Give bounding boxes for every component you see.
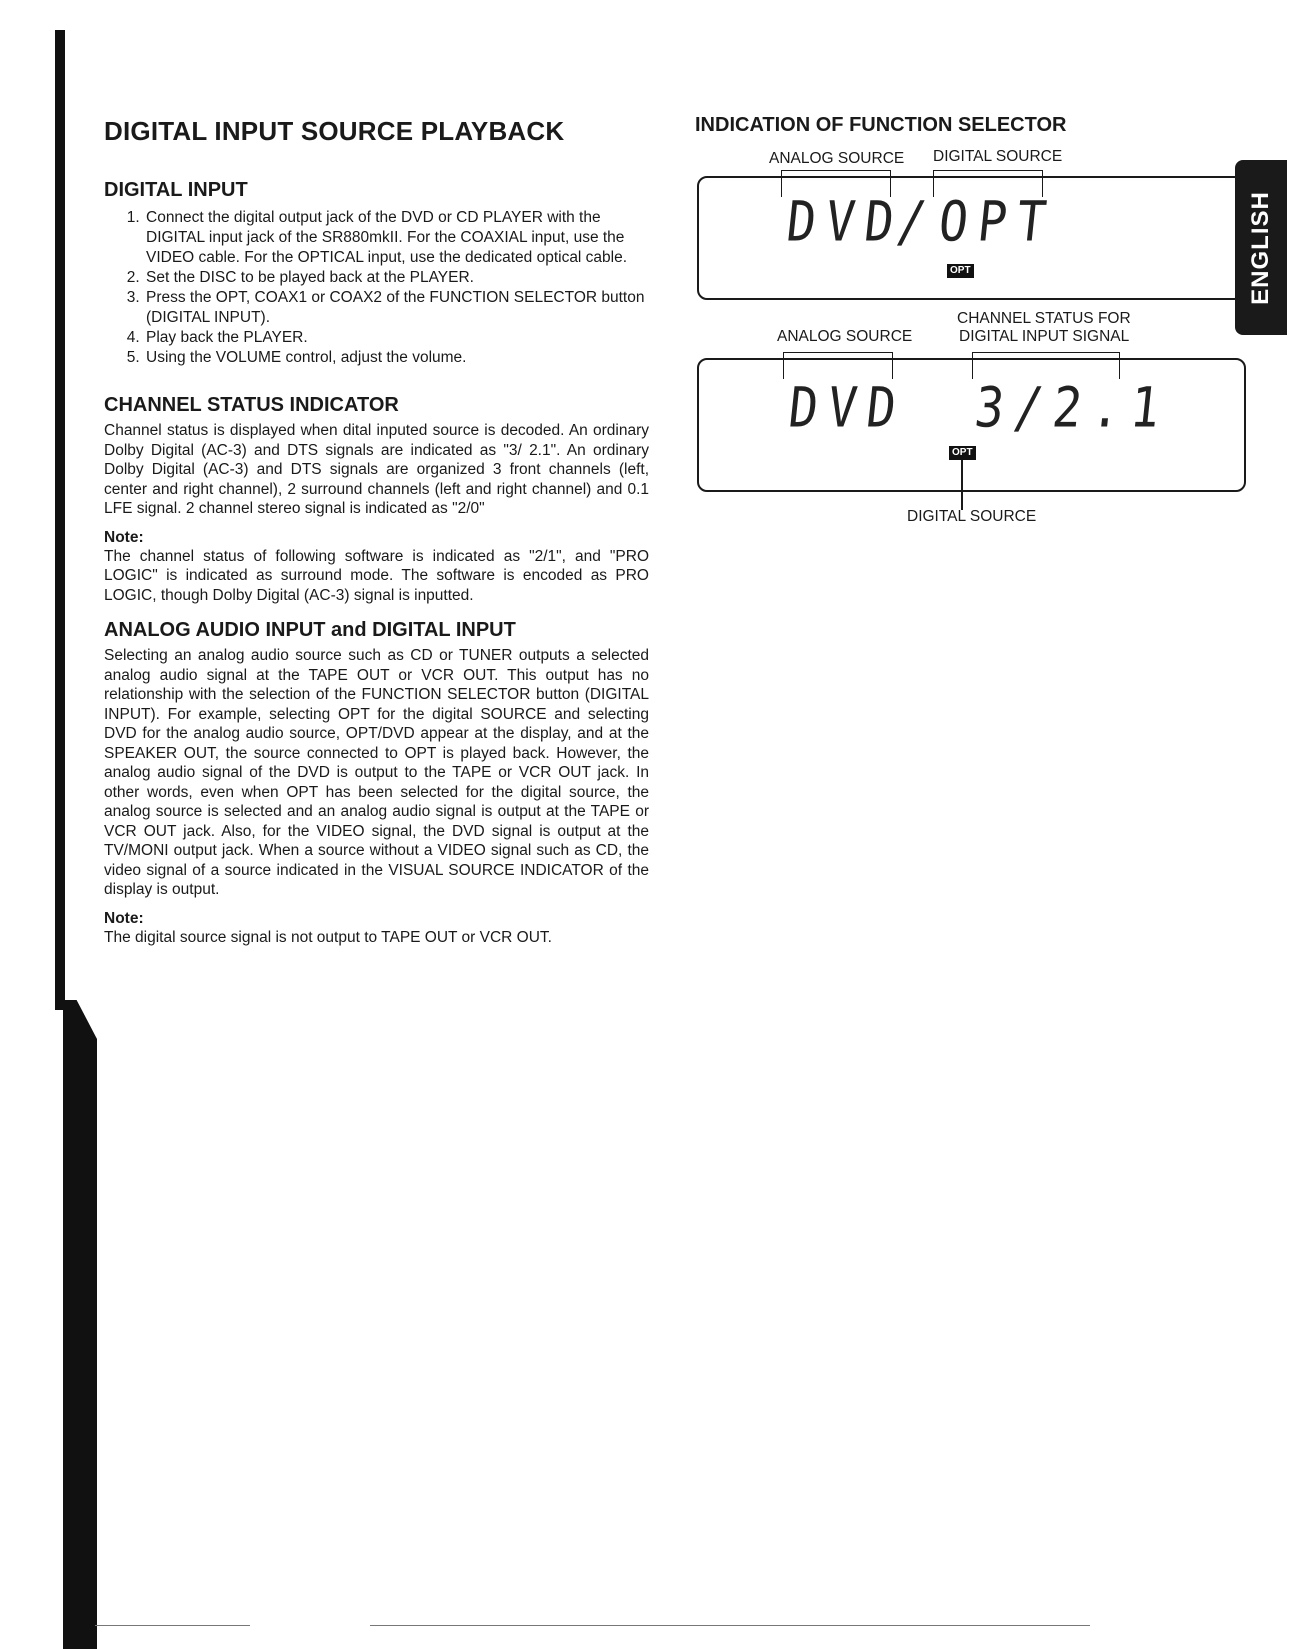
display2-channel-label-1: CHANNEL STATUS FOR	[957, 310, 1131, 327]
display2-opt-indicator: OPT	[949, 446, 976, 460]
channel-status-body: Channel status is displayed when dital inputed source is decoded. An ordinary Dolby Digital (AC-3) and DTS signals are indicated as "3/ 2.1". An ordinary Dolby Digital (AC-3) and DTS signals are organized 3 front channels (left, center and right channel), 2 surround channels (left and right channel) and 0.1 LFE signal. 2 channel stereo signal is indicated as "2/0"	[104, 422, 649, 517]
display2-analog-label: ANALOG SOURCE	[777, 328, 913, 345]
display2-digital-label: DIGITAL SOURCE	[907, 508, 1037, 525]
display1-digital-readout: OPT	[935, 189, 1060, 255]
display2-channel-label-2: DIGITAL INPUT SIGNAL	[959, 328, 1130, 345]
display2-analog-readout: DVD	[785, 375, 910, 441]
step-4: 4. Play back the PLAYER.	[144, 328, 649, 348]
footer-rule-left	[95, 1625, 250, 1626]
analog-digital-heading: ANALOG AUDIO INPUT and DIGITAL INPUT	[104, 619, 516, 641]
channel-status-heading: CHANNEL STATUS INDICATOR	[104, 394, 399, 416]
analog-digital-note-label: Note:	[104, 909, 144, 927]
step-3: 3. Press the OPT, COAX1 or COAX2 of the FUNCTION SELECTOR button (DIGITAL INPUT).	[144, 288, 649, 328]
function-selector-section	[695, 110, 1255, 590]
channel-status-note: The channel status of following software is indicated as "2/1", and "PRO LOGIC" is indicated as surround mode. The software is encoded as PRO LOGIC, though Dolby Digital (AC-3) signal is inputted.	[104, 547, 649, 604]
binding-edge	[55, 30, 65, 1010]
footer-rule-right	[370, 1625, 1090, 1626]
page-title: DIGITAL INPUT SOURCE PLAYBACK	[104, 116, 565, 146]
display1-panel	[697, 176, 1244, 300]
display2-panel	[697, 358, 1246, 492]
analog-digital-note: The digital source signal is not output to TAPE OUT or VCR OUT.	[104, 928, 552, 946]
step-2: 2. Set the DISC to be played back at the PLAYER.	[144, 268, 649, 288]
display1-opt-indicator: OPT	[947, 264, 974, 278]
step-1: 1. Connect the digital output jack of the DVD or CD PLAYER with the DIGITAL input jack of the SR880mkII. For the COAXIAL input, use the VIDEO cable. For the OPTICAL input, use the dedicated optical cable.	[144, 208, 649, 268]
display2-digital-pointer	[961, 460, 963, 510]
function-selector-heading: INDICATION OF FUNCTION SELECTOR	[695, 114, 1067, 136]
display1-separator: /	[893, 189, 940, 255]
binding-edge-lower	[63, 1000, 97, 1649]
channel-status-note-label: Note:	[104, 528, 144, 546]
digital-input-steps	[104, 208, 649, 368]
language-tab-label: ENGLISH	[1247, 190, 1274, 305]
display2-channel-readout: 3/2.1	[971, 375, 1173, 441]
display1-analog-label: ANALOG SOURCE	[769, 150, 905, 167]
left-column	[104, 110, 649, 947]
language-tab	[1235, 160, 1287, 335]
display1-digital-label: DIGITAL SOURCE	[933, 148, 1063, 165]
digital-input-heading: DIGITAL INPUT	[104, 179, 248, 201]
display1-analog-readout: DVD	[783, 189, 908, 255]
analog-digital-body: Selecting an analog audio source such as CD or TUNER outputs a selected analog audio signal at the TAPE OUT or VCR OUT. This output has no relationship with the selection of the FUNCTION SELECTOR button (DIGITAL INPUT). For example, selecting OPT for the digital SOURCE and selecting DVD for the analog audio source, OPT/DVD appear at the display, and at the SPEAKER OUT, the source connected to OPT is played back. However, the analog audio signal of the DVD is output to the TAPE or VCR OUT jack. In other words, even when OPT has been selected for the digital source, the analog source is selected and an analog audio signal is output at the TAPE or VCR OUT jack. Also, for the VIDEO signal, the DVD signal is output at the TV/MONI output jack. When a source without a VIDEO signal such as CD, the video signal of a source indicated in the VISUAL SOURCE INDICATOR of the display is output.	[104, 647, 649, 898]
step-5: 5. Using the VOLUME control, adjust the volume.	[144, 348, 649, 368]
